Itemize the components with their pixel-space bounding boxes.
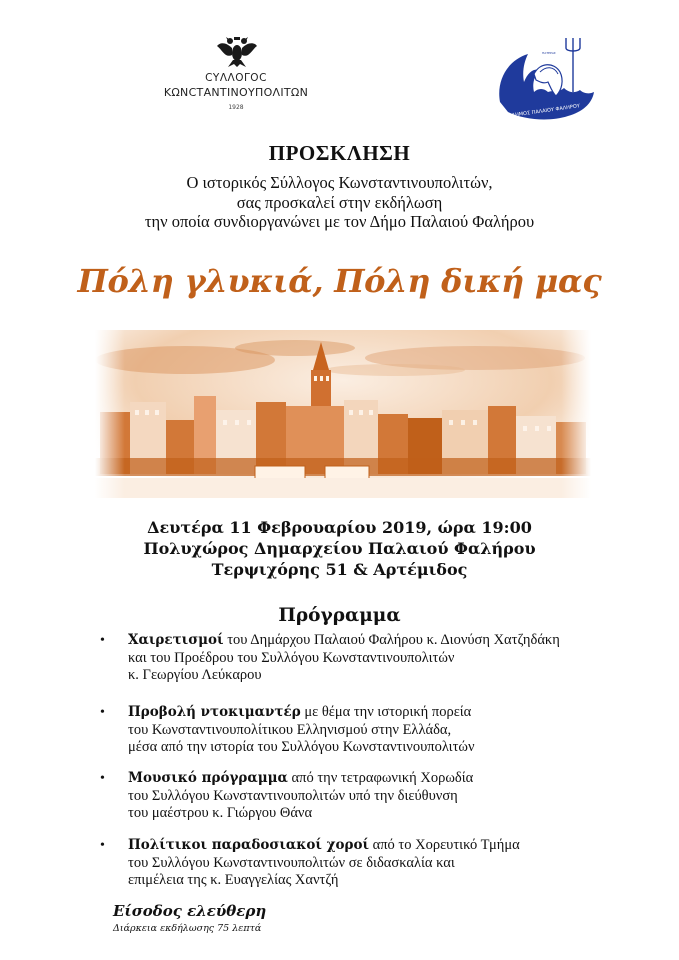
event-details xyxy=(0,517,679,580)
program-item xyxy=(100,704,660,757)
bullet-icon: • xyxy=(100,705,105,720)
event-datetime: Δευτέρα 11 Φεβρουαρίου 2019, ώρα 19:00 xyxy=(147,518,532,537)
program-item-text: του Συλλόγου Κωνσταντινουπολιτών σε διδασκαλία και xyxy=(128,854,455,871)
invitation-title: ΠΡΟΣΚΛΗΣΗ xyxy=(268,141,411,165)
svg-text:ΔΗΜΟΣ ΠΑΛΑΙΟΥ ΦΑΛΗΡΟΥ: ΔΗΜΟΣ ΠΑΛΑΙΟΥ ΦΑΛΗΡΟΥ xyxy=(511,103,581,119)
program-item-text: κ. Γεωργίου Λεύκαρου xyxy=(128,667,262,684)
program-item-text: του Δημάρχου Παλαιού Φαλήρου κ. Διονύση Χατζηδάκη xyxy=(223,632,560,648)
program-item-text: από το Χορευτικό Τμήμα xyxy=(369,837,520,853)
intro-line: την οποία συνδιοργανώνει με τον Δήμο Παλαιού Φαλήρου xyxy=(144,212,535,231)
municipality-logo xyxy=(494,32,598,124)
program-item xyxy=(100,632,660,685)
program-item-title: Πολίτικοι παραδοσιακοί χοροί xyxy=(128,837,369,853)
program-item-text: του Κωνσταντινουπολίτικου Ελληνισμού στην Ελλάδα, xyxy=(128,721,452,738)
program-item-title: Χαιρετισμοί xyxy=(128,632,224,648)
program-item xyxy=(100,770,660,823)
logo-year: 1928 xyxy=(228,104,244,111)
program-heading: Πρόγραμμα xyxy=(278,605,401,626)
bullet-icon: • xyxy=(100,838,105,853)
event-address: Τερψιχόρης 51 & Αρτέμιδος xyxy=(211,560,468,579)
free-entry-note: Είσοδος ελεύθερη xyxy=(113,902,267,920)
event-headline: Πόλη γλυκιά, Πόλη δική μας xyxy=(77,262,602,300)
bullet-icon: • xyxy=(100,771,105,786)
event-venue: Πολυχώρος Δημαρχείου Παλαιού Φαλήρου xyxy=(143,539,536,558)
association-logo xyxy=(148,36,324,116)
logo-line1: CΥΛΛΟΓΟC xyxy=(205,72,267,84)
intro-line: Ο ιστορικός Σύλλογος Κωνσταντινουπολιτών, xyxy=(186,173,493,192)
program-item xyxy=(100,837,660,890)
bullet-icon: • xyxy=(100,633,105,648)
program-item-text: και του Προέδρου του Συλλόγου Κωνσταντινουπολιτών xyxy=(128,649,455,666)
program-item-title: Προβολή ντοκιμαντέρ xyxy=(128,704,301,720)
istanbul-skyline-image xyxy=(95,330,591,498)
program-item-text: του Συλλόγου Κωνσταντινουπολιτών υπό την διεύθυνση xyxy=(128,787,458,804)
program-item-title: Μουσικό πρόγραμμα xyxy=(128,770,288,786)
invitation-intro xyxy=(0,173,679,232)
double-headed-eagle-icon xyxy=(216,36,258,68)
poseidon-trident-icon xyxy=(494,32,598,124)
program-item-text: του μαέστρου κ. Γιώργου Θάνα xyxy=(128,805,313,822)
svg-text:ΠΑΤΕΡΑΣ: ΠΑΤΕΡΑΣ xyxy=(542,51,556,55)
program-item-text: μέσα από την ιστορία του Συλλόγου Κωνσταντινουπολιτών xyxy=(128,739,475,756)
program-item-text: από την τετραφωνική Χορωδία xyxy=(287,770,474,786)
intro-line: σας προσκαλεί στην εκδήλωση xyxy=(236,192,443,212)
program-item-text: επιμέλεια της κ. Ευαγγελίας Χαντζή xyxy=(128,872,339,889)
program-item-text: με θέμα την ιστορική πορεία xyxy=(300,704,472,720)
duration-note: Διάρκεια εκδήλωσης 75 λεπτά xyxy=(113,923,262,934)
logo-line2: ΚΩΝCΤΑΝΤΙΝΟΥΠΟΛΙΤΩΝ xyxy=(163,86,309,99)
